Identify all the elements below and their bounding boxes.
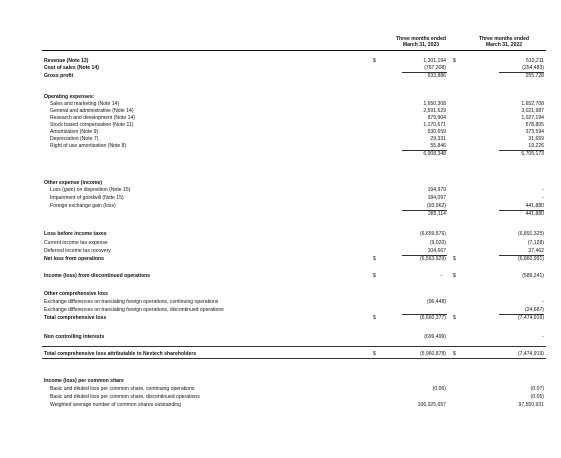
value-2022-attributable: (7,474,919) xyxy=(517,351,544,357)
value-2022-loss-before-tax: (6,891,325) xyxy=(517,231,544,237)
currency-symbol: $ xyxy=(373,273,376,279)
value-2023-deferred-tax: 104,667 xyxy=(427,248,446,254)
value-2022-cost-of-sales: (254,483) xyxy=(522,65,544,71)
currency-symbol: $ xyxy=(453,256,456,262)
header-rule xyxy=(42,50,546,51)
value-2023-fx-continuing: (96,448) xyxy=(427,299,446,305)
value-2023-revenue: 1,301,194 xyxy=(423,58,446,64)
value-2022-net-loss-ops: (6,860,991) xyxy=(517,256,544,262)
col-2022-header-line1: Three months ended xyxy=(478,36,530,42)
value-2022-opex-total: 6,705,173 xyxy=(521,151,544,157)
label-revenue: Revenue (Note 13) xyxy=(44,58,89,64)
currency-symbol: $ xyxy=(373,315,376,321)
value-2023-depreciation: 29,331 xyxy=(430,136,446,142)
label-nci: Non controlling interests xyxy=(44,334,105,340)
label-stock-comp: Stock based compensation (Note 11) xyxy=(50,122,134,128)
label-fx-discontinued: Exchange differences on translating foreign operations, discontinued operations xyxy=(44,307,224,313)
value-2022-impairment: - xyxy=(542,195,544,201)
value-2023-general-admin: 2,591,629 xyxy=(423,108,446,114)
value-2023-cost-of-sales: (767,308) xyxy=(424,65,446,71)
label-rou-amortization: Right of use amortization (Note 8) xyxy=(50,143,127,149)
currency-symbol: $ xyxy=(453,351,456,357)
label-cost-of-sales: Cost of sales (Note 14) xyxy=(44,65,99,71)
label-loss-before-tax: Loss before income taxes xyxy=(44,231,107,237)
value-2023-net-loss-ops: (6,563,929) xyxy=(419,256,446,262)
label-gross-profit: Gross profit xyxy=(44,73,74,79)
label-loss-disposition: Loss (gain) on disposition (Note 15) xyxy=(50,187,131,193)
section-other-expense: Other expense (income) xyxy=(44,180,103,186)
value-2022-discontinued: (589,241) xyxy=(522,273,544,279)
value-2023-current-tax: (9,020) xyxy=(429,240,446,246)
value-2022-total-comprehensive: (7,474,919) xyxy=(517,315,544,321)
value-2023-impairment: 184,097 xyxy=(427,195,446,201)
section-other-comprehensive-loss: Other comprehensive loss xyxy=(44,291,108,297)
label-net-loss-ops: Net loss from operations xyxy=(44,256,105,262)
value-2023-total-comprehensive: (6,660,377) xyxy=(419,315,446,321)
value-2022-fx-discontinued: (24,687) xyxy=(525,307,544,313)
value-2022-fx-loss: 441,880 xyxy=(525,203,544,209)
currency-symbol: $ xyxy=(373,58,376,64)
value-2023-eps-continuing: (0.06) xyxy=(432,386,446,392)
value-2023-research-dev: 879,904 xyxy=(427,115,446,121)
value-2022-sales-marketing: 1,652,708 xyxy=(521,101,544,107)
label-total-comprehensive: Total comprehensive loss xyxy=(44,315,107,321)
label-current-tax: Current income tax expense xyxy=(44,240,108,246)
value-2022-stock-comp: 578,805 xyxy=(525,122,544,128)
label-eps-discontinued: Basic and diluted loss per common share, discontinued operations xyxy=(50,394,200,400)
value-2022-rou-amortization: 19,226 xyxy=(528,143,544,149)
rule xyxy=(42,346,546,347)
value-2023-other-total: 285,114 xyxy=(427,211,446,217)
label-weighted-shares: Weighted average number of common shares outstanding xyxy=(50,402,182,408)
label-depreciation: Depreciation (Note 7) xyxy=(50,136,99,142)
value-2022-deferred-tax: 37,462 xyxy=(528,248,544,254)
label-research-dev: Research and development (Note 14) xyxy=(50,115,135,121)
value-2023-amortization: 530,659 xyxy=(427,129,446,135)
value-2022-revenue: 510,211 xyxy=(525,58,544,64)
value-2022-nci: - xyxy=(542,334,544,340)
value-2022-eps-discontinued: (0.05) xyxy=(530,394,544,400)
section-eps: Income (loss) per common share xyxy=(44,378,124,384)
value-2022-other-total: 441,880 xyxy=(525,211,544,217)
label-sales-marketing: Sales and marketing (Note 14) xyxy=(50,101,120,107)
label-attributable: Total comprehensive loss attributable to Nextech shareholders xyxy=(44,351,197,357)
label-deferred-tax: Deferred income tax recovery xyxy=(44,248,111,254)
value-2023-sales-marketing: 1,650,308 xyxy=(423,101,446,107)
value-2023-loss-before-tax: (6,659,576) xyxy=(419,231,446,237)
value-2023-attributable: (5,960,878) xyxy=(419,351,446,357)
section-operating-expenses: Operating expenses: xyxy=(44,94,95,100)
currency-symbol: $ xyxy=(453,273,456,279)
currency-symbol: $ xyxy=(373,351,376,357)
value-2022-fx-continuing: - xyxy=(542,299,544,305)
currency-symbol: $ xyxy=(453,315,456,321)
col-2023-header-line1: Three months ended xyxy=(395,36,447,42)
col-2022-header-line2: March 31, 2022 xyxy=(485,42,523,48)
value-2022-general-admin: 3,021,987 xyxy=(521,108,544,114)
value-2022-depreciation: 31,659 xyxy=(528,136,544,142)
label-impairment: Impairment of goodwill (Note 15) xyxy=(50,195,124,201)
value-2023-weighted-shares: 106,925,657 xyxy=(417,402,446,408)
value-2023-discontinued: - xyxy=(440,273,442,279)
value-2023-rou-amortization: 55,846 xyxy=(430,143,446,149)
value-2023-stock-comp: 1,170,671 xyxy=(423,122,446,128)
value-2023-opex-total: 6,908,348 xyxy=(423,151,446,157)
value-2023-loss-disposition: 194,979 xyxy=(427,187,446,193)
label-fx-loss: Foreign exchange gain (loss) xyxy=(50,203,116,209)
label-amortization: Amortization (Note 9) xyxy=(50,129,99,135)
value-2022-current-tax: (7,128) xyxy=(527,240,544,246)
label-fx-continuing: Exchange differences on translating foreign operations, continuing operations xyxy=(44,299,219,305)
value-2022-research-dev: 1,027,194 xyxy=(521,115,544,121)
value-2023-nci: (699,499) xyxy=(424,334,446,340)
col-2023-header-line2: March 31, 2023 xyxy=(402,42,440,48)
value-2022-loss-disposition: - xyxy=(542,187,544,193)
value-2022-eps-continuing: (0.07) xyxy=(530,386,544,392)
value-2022-gross-profit: 255,728 xyxy=(525,73,544,79)
currency-symbol: $ xyxy=(453,58,456,64)
value-2023-fx-loss: (93,962) xyxy=(427,203,446,209)
value-2023-gross-profit: 533,886 xyxy=(427,73,446,79)
label-eps-continuing: Basic and diluted loss per common share, continuing operations xyxy=(50,386,195,392)
label-discontinued: Income (loss) from discontinued operations xyxy=(44,273,151,279)
value-2022-amortization: 373,594 xyxy=(525,129,544,135)
value-2022-weighted-shares: 97,550,931 xyxy=(518,402,544,408)
rule xyxy=(42,358,546,359)
currency-symbol: $ xyxy=(373,256,376,262)
label-general-admin: General and administrative (Note 14) xyxy=(50,108,134,114)
